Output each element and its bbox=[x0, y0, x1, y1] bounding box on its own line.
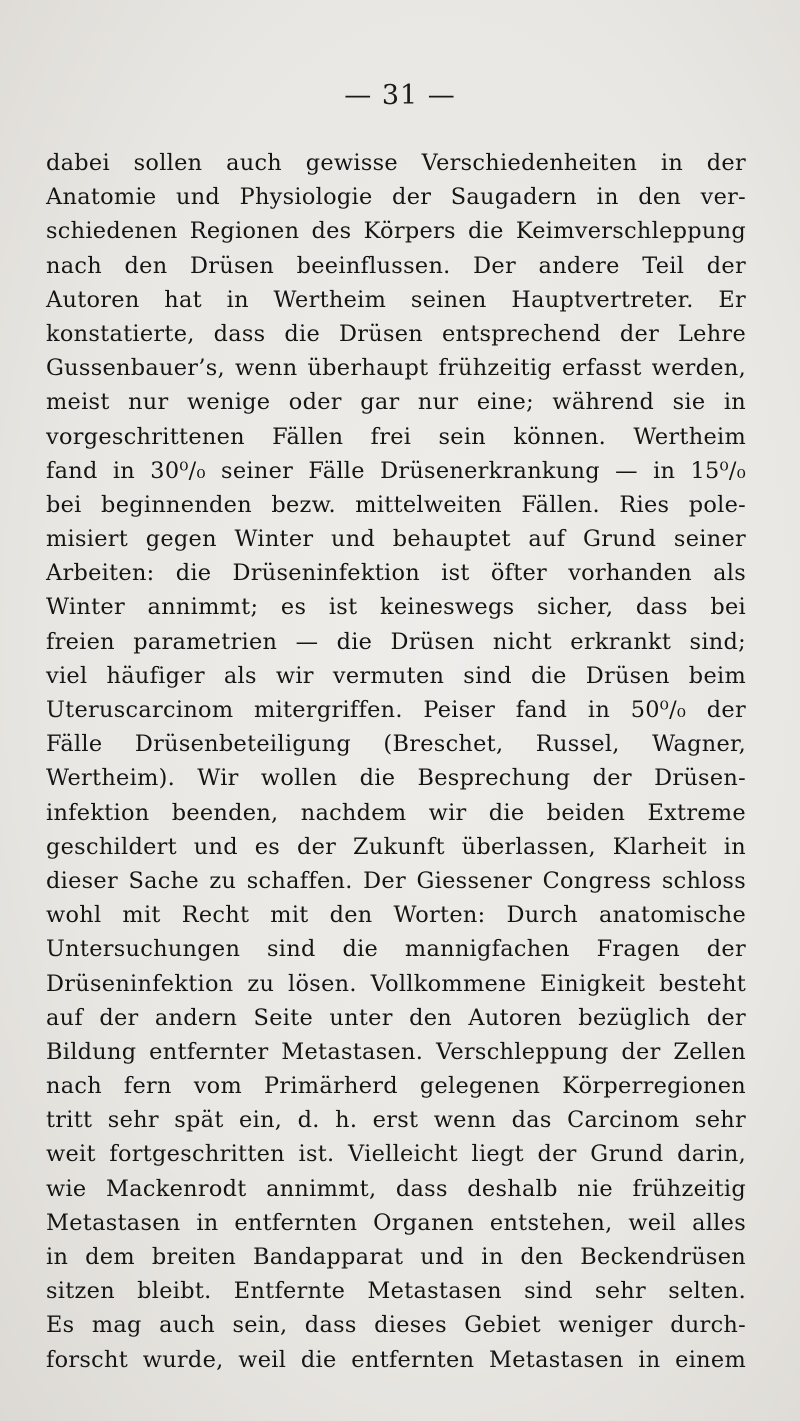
text-line: Es mag auch sein, dass dieses Gebiet weniger durch- bbox=[46, 1312, 746, 1339]
text-line: bei beginnenden bezw. mittelweiten Fällen. Ries pole- bbox=[46, 491, 746, 518]
text-line: geschildert und es der Zukunft überlassen, Klarheit in bbox=[46, 833, 746, 860]
text-line: Uteruscarcinom mitergriffen. Peiser fand in 50⁰/₀ der bbox=[46, 697, 746, 723]
text-line: Gussenbauer’s, wenn überhaupt frühzeitig erfasst werden, bbox=[46, 355, 746, 382]
body-text bbox=[46, 146, 746, 1377]
text-line: fand in 30⁰/₀ seiner Fälle Drüsenerkrankung — in 15⁰/₀ bbox=[46, 457, 746, 484]
text-line: Bildung entfernter Metastasen. Verschleppung der Zellen bbox=[46, 1038, 746, 1065]
text-line: freien parametrien — die Drüsen nicht erkrankt sind; bbox=[46, 628, 746, 655]
text-line: Drüseninfektion zu lösen. Vollkommene Einigkeit besteht bbox=[46, 970, 746, 997]
text-line: forscht wurde, weil die entfernten Metastasen in einem bbox=[46, 1346, 746, 1373]
text-line: infektion beenden, nachdem wir die beiden Extreme bbox=[46, 799, 746, 826]
text-line: viel häufiger als wir vermuten sind die Drüsen beim bbox=[46, 662, 746, 689]
text-line: Autoren hat in Wertheim seinen Hauptvertreter. Er bbox=[46, 286, 746, 313]
text-line: wohl mit Recht mit den Worten: Durch anatomische bbox=[46, 902, 746, 929]
text-line: vorgeschrittenen Fällen frei sein können. Wertheim bbox=[46, 423, 746, 450]
text-line: tritt sehr spät ein, d. h. erst wenn das Carcinom sehr bbox=[46, 1107, 746, 1134]
text-line: in dem breiten Bandapparat und in den Beckendrüsen bbox=[46, 1244, 746, 1270]
text-line: nach den Drüsen beeinflussen. Der andere Teil der bbox=[46, 252, 746, 279]
text-line: dieser Sache zu schaffen. Der Giessener Congress schloss bbox=[46, 867, 746, 894]
text-line: auf der andern Seite unter den Autoren bezüglich der bbox=[46, 1004, 746, 1031]
text-line: weit fortgeschritten ist. Vielleicht liegt der Grund darin, bbox=[46, 1141, 746, 1168]
text-line: meist nur wenige oder gar nur eine; während sie in bbox=[46, 389, 746, 416]
text-line: Metastasen in entfernten Organen entstehen, weil alles bbox=[46, 1209, 746, 1236]
text-line: wie Mackenrodt annimmt, dass deshalb nie frühzeitig bbox=[46, 1175, 746, 1202]
text-line: Winter annimmt; es ist keineswegs sicher, dass bei bbox=[46, 594, 746, 621]
text-line: konstatierte, dass die Drüsen entsprechend der Lehre bbox=[46, 320, 746, 347]
text-line: misiert gegen Winter und behauptet auf Grund seiner bbox=[46, 526, 746, 553]
text-line: Fälle Drüsenbeteiligung (Breschet, Russel, Wagner, bbox=[46, 731, 746, 758]
text-line: Anatomie und Physiologie der Saugadern in den ver- bbox=[46, 184, 746, 211]
text-line: schiedenen Regionen des Körpers die Keimverschleppung bbox=[46, 218, 746, 245]
text-line: sitzen bleibt. Entfernte Metastasen sind sehr selten. bbox=[46, 1278, 746, 1305]
text-line: Untersuchungen sind die mannigfachen Fragen der bbox=[46, 936, 746, 963]
text-line: dabei sollen auch gewisse Verschiedenheiten in der bbox=[46, 150, 746, 176]
text-line: nach fern vom Primärherd gelegenen Körperregionen bbox=[46, 1073, 746, 1100]
page-number: — 31 — bbox=[344, 80, 456, 111]
text-line: Wertheim). Wir wollen die Besprechung der Drüsen- bbox=[46, 765, 746, 792]
text-line: Arbeiten: die Drüseninfektion ist öfter vorhanden als bbox=[46, 560, 746, 587]
